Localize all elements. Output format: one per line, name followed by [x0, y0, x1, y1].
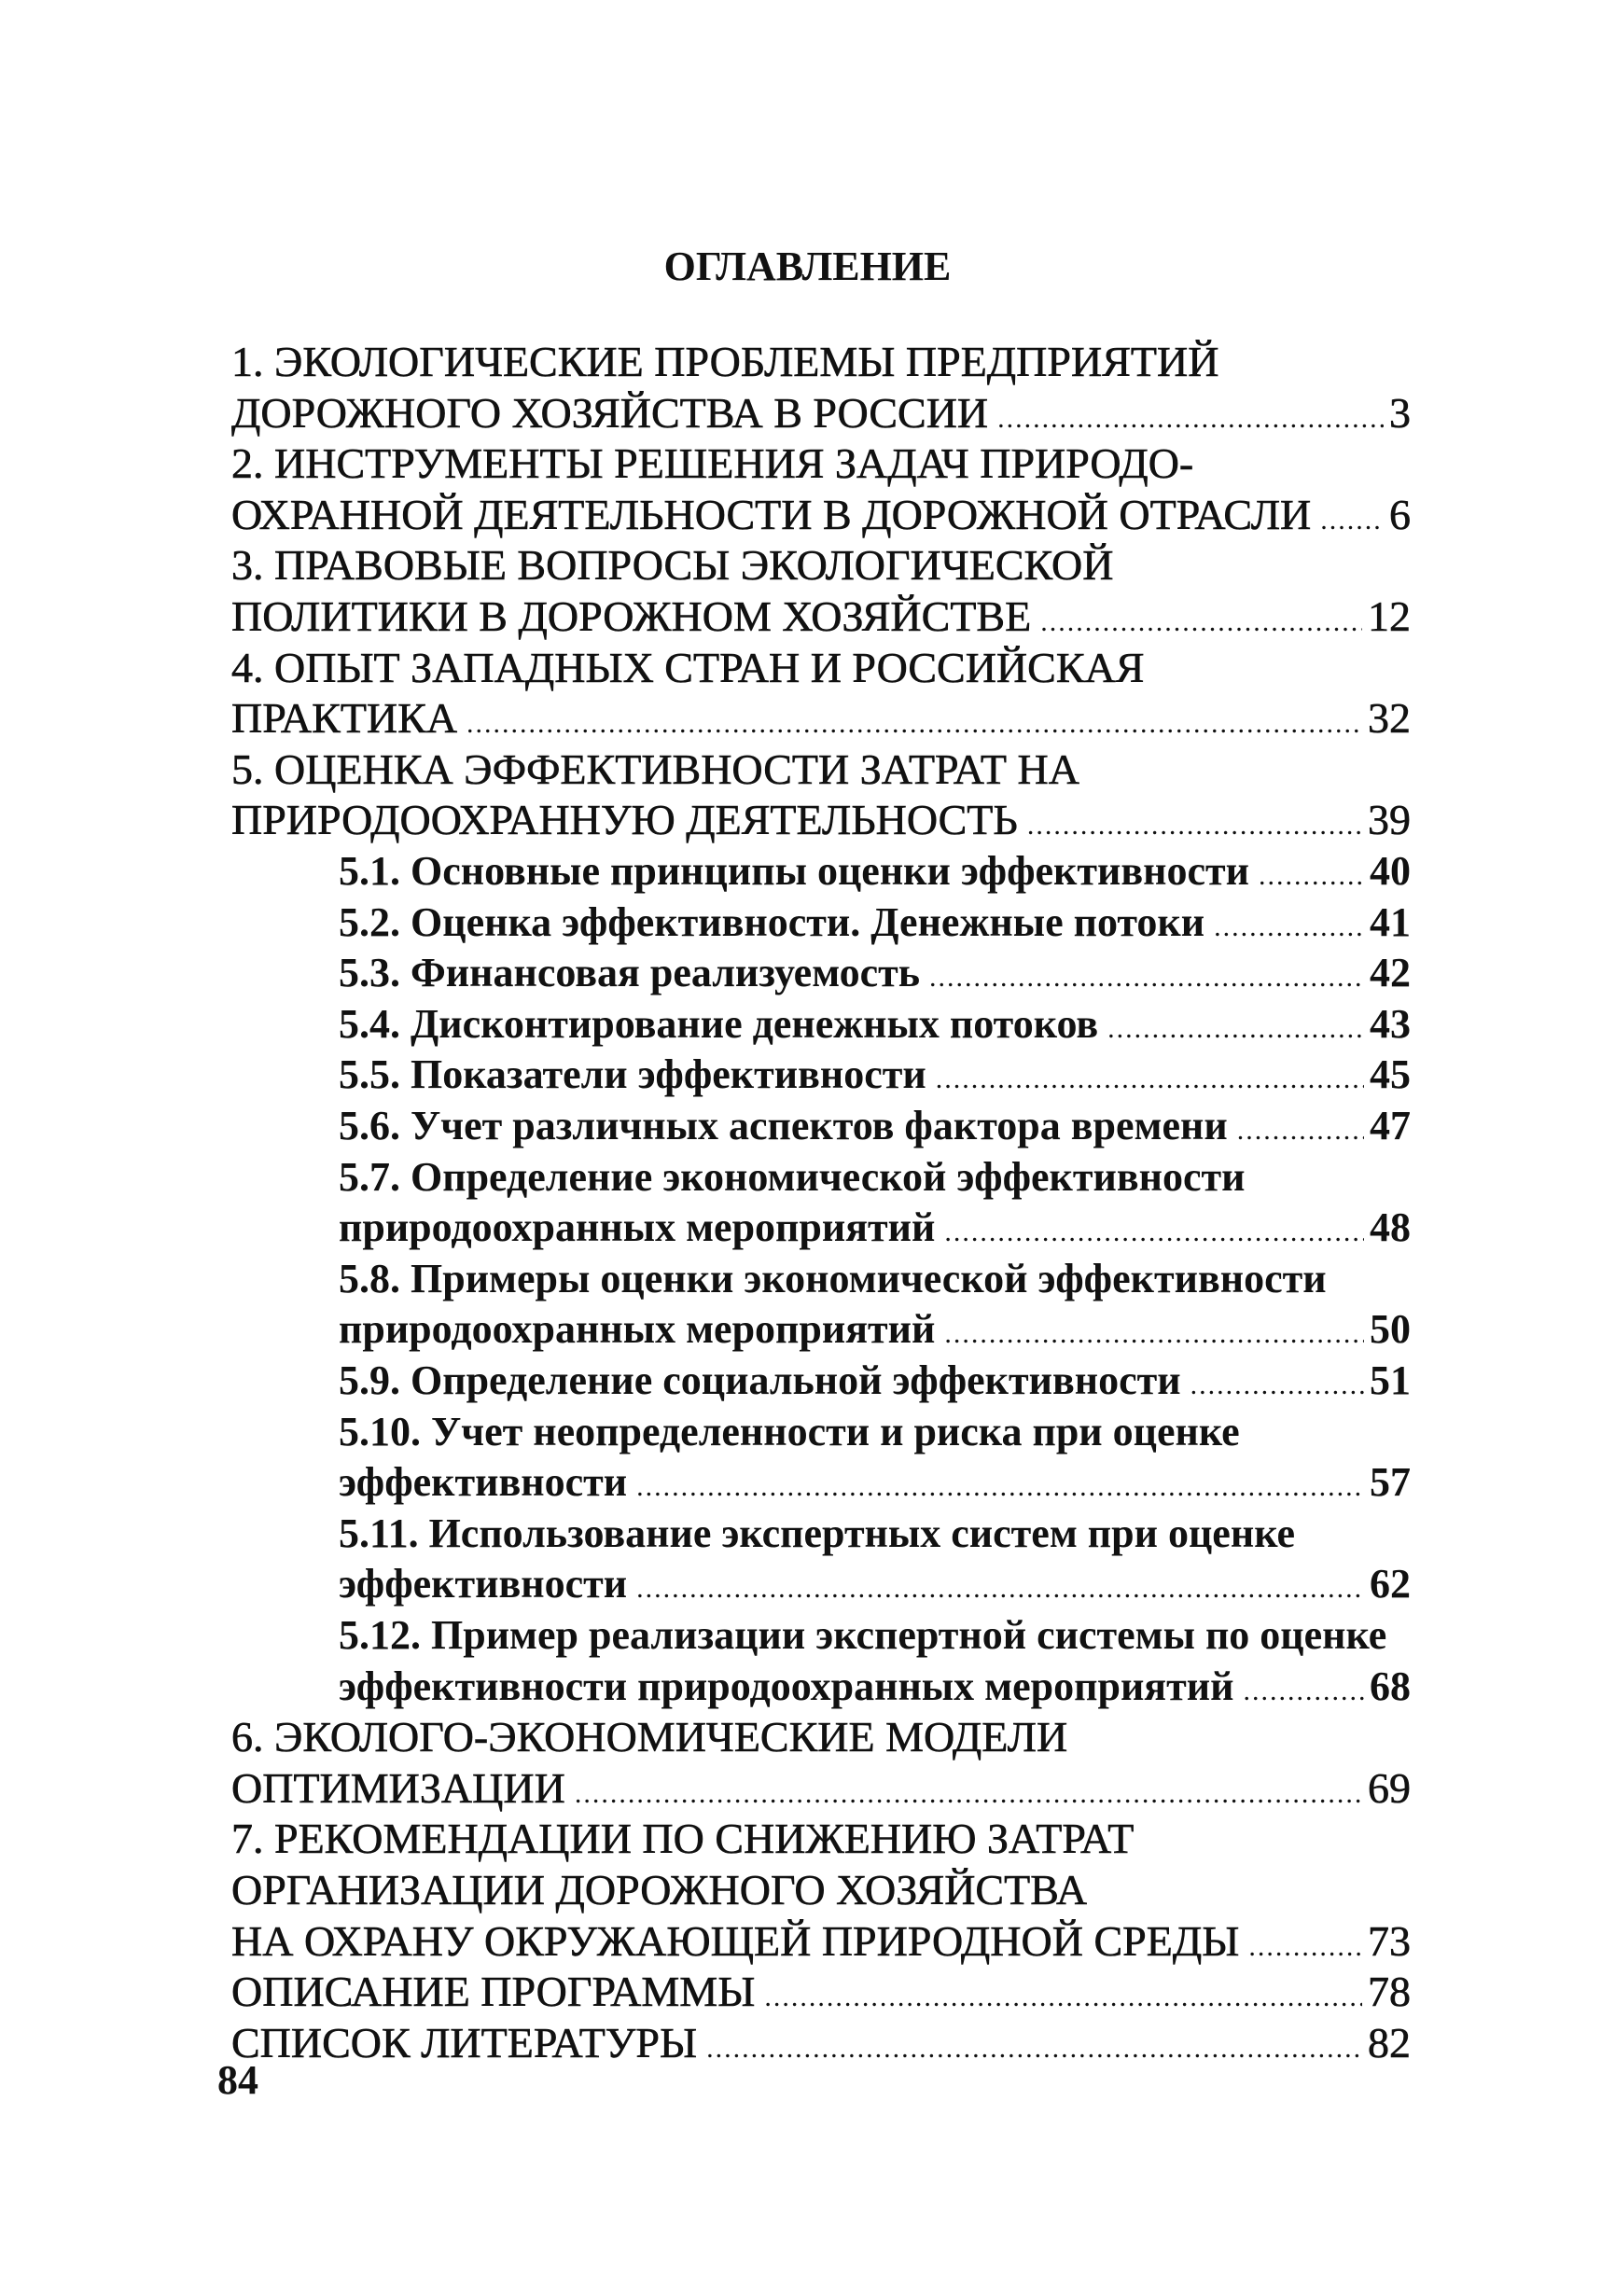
toc-entry-title: ОХРАННОЙ ДЕЯТЕЛЬНОСТИ В ДОРОЖНОЙ ОТРАСЛИ — [231, 491, 1312, 538]
toc-entry-title: эффективности — [339, 1561, 628, 1607]
toc-entry[interactable] — [339, 1456, 1411, 1509]
toc-entry-title: 5.5. Показатели эффективности — [339, 1051, 926, 1097]
toc-entry[interactable] — [339, 1661, 1411, 1713]
dot-leader — [1237, 1105, 1364, 1157]
toc-entry-title: эффективности природоохранных мероприятий — [339, 1663, 1234, 1709]
toc-entry-title: 5.3. Финансовая реализуемость — [339, 950, 921, 995]
dot-leader — [1190, 1359, 1364, 1412]
toc-entry[interactable] — [339, 1558, 1411, 1610]
toc-page-number: 32 — [1368, 694, 1411, 742]
page-number: 84 — [217, 2057, 258, 2103]
toc-line: 5.10. Учет неопределенности и риска при оценке — [339, 1409, 1240, 1454]
toc-entry-title: НА ОХРАНУ ОКРУЖАЮЩЕЙ ПРИРОДНОЙ СРЕДЫ — [231, 1917, 1240, 1965]
toc-entry[interactable] — [231, 1966, 1411, 2018]
toc-line: 2. ИНСТРУМЕНТЫ РЕШЕНИЯ ЗАДАЧ ПРИРОДО- — [231, 439, 1194, 487]
toc-entry[interactable] — [339, 1355, 1411, 1407]
dot-leader — [764, 1971, 1362, 2024]
dot-leader — [1243, 1665, 1364, 1718]
dot-leader — [466, 698, 1362, 750]
toc-page-number: 48 — [1370, 1204, 1411, 1250]
toc-entry-title: природоохранных мероприятий — [339, 1306, 936, 1352]
toc-entry-title: природоохранных мероприятий — [339, 1204, 936, 1250]
toc-page-number: 6 — [1389, 491, 1411, 538]
dot-leader — [944, 1206, 1364, 1259]
toc-entry[interactable] — [339, 897, 1411, 949]
toc-line: 5.7. Определение экономической эффективности — [339, 1154, 1246, 1200]
toc-page-number: 50 — [1370, 1306, 1411, 1352]
toc-page-number: 73 — [1368, 1917, 1411, 1965]
toc-page-number: 45 — [1370, 1051, 1411, 1097]
toc-entry-title: ОПИСАНИЕ ПРОГРАММЫ — [231, 1968, 756, 2015]
toc-line: 5.11. Использование экспертных систем при оценке — [339, 1510, 1295, 1556]
dot-leader — [1214, 901, 1364, 953]
toc-page-number: 42 — [1370, 950, 1411, 995]
toc-line: 3. ПРАВОВЫЕ ВОПРОСЫ ЭКОЛОГИЧЕСКОЙ — [231, 541, 1114, 589]
dot-leader — [944, 1308, 1364, 1360]
dot-leader — [1259, 850, 1364, 902]
toc-line: 7. РЕКОМЕНДАЦИИ ПО СНИЖЕНИЮ ЗАТРАТ — [231, 1815, 1135, 1862]
toc-page-number: 43 — [1370, 1001, 1411, 1047]
toc-entry-title: ДОРОЖНОГО ХОЗЯЙСТВА В РОССИИ — [231, 389, 989, 437]
toc-entry[interactable] — [231, 2017, 1411, 2069]
toc-entry[interactable] — [339, 1202, 1411, 1254]
toc-entry-title: 5.4. Дисконтирование денежных потоков — [339, 1001, 1099, 1047]
toc-page-number: 47 — [1370, 1103, 1411, 1148]
toc-line: ОРГАНИЗАЦИИ ДОРОЖНОГО ХОЗЯЙСТВА — [231, 1866, 1088, 1913]
toc-line: 6. ЭКОЛОГО-ЭКОНОМИЧЕСКИЕ МОДЕЛИ — [231, 1713, 1068, 1760]
toc-entry-title: СПИСОК ЛИТЕРАТУРЫ — [231, 2019, 698, 2066]
toc-entry-title: 5.9. Определение социальной эффективности — [339, 1357, 1181, 1403]
toc-page-number: 82 — [1368, 2019, 1411, 2066]
toc-entry[interactable] — [339, 947, 1411, 999]
dot-leader — [929, 952, 1364, 1004]
dot-leader — [706, 2023, 1362, 2075]
toc-entry-title: эффективности — [339, 1459, 628, 1505]
toc-entry-title: ПРАКТИКА — [231, 694, 458, 742]
toc-page-number: 51 — [1370, 1357, 1411, 1403]
toc-entry[interactable] — [339, 845, 1411, 898]
dot-leader — [1040, 596, 1362, 648]
toc-page-number: 40 — [1370, 848, 1411, 894]
dot-leader — [1107, 1003, 1364, 1055]
toc-entry[interactable] — [339, 1303, 1411, 1356]
toc-page-number: 12 — [1368, 592, 1411, 640]
dot-leader — [1320, 494, 1384, 547]
toc-entry-title: 5.6. Учет различных аспектов фактора времени — [339, 1103, 1228, 1148]
toc-entry-title: ПРИРОДООХРАННУЮ ДЕЯТЕЛЬНОСТЬ — [231, 796, 1018, 843]
toc-entry-title: 5.1. Основные принципы оценки эффективности — [339, 848, 1249, 894]
toc-entry[interactable] — [231, 489, 1411, 541]
dot-leader — [936, 1053, 1364, 1106]
toc-entry[interactable] — [339, 1100, 1411, 1152]
toc-entry-title: ОПТИМИЗАЦИИ — [231, 1764, 565, 1812]
toc-page-number: 39 — [1368, 796, 1411, 843]
toc-page-number: 3 — [1389, 389, 1411, 437]
toc-page-number: 57 — [1370, 1459, 1411, 1505]
page-title: ОГЛАВЛЕНИЕ — [663, 244, 952, 289]
toc-entry-title: ПОЛИТИКИ В ДОРОЖНОМ ХОЗЯЙСТВЕ — [231, 592, 1032, 640]
toc-line: 5.12. Пример реализации экспертной системы по оценке — [339, 1612, 1387, 1658]
toc-page-number: 68 — [1370, 1663, 1411, 1709]
toc-entry[interactable] — [231, 591, 1411, 643]
toc-entry[interactable] — [231, 1762, 1411, 1815]
toc-entry[interactable] — [231, 1915, 1411, 1968]
toc-entry[interactable] — [231, 794, 1411, 846]
dot-leader — [636, 1461, 1364, 1513]
toc-entry[interactable] — [231, 692, 1411, 744]
toc-page-number: 62 — [1370, 1561, 1411, 1607]
toc-entry-title: 5.2. Оценка эффективности. Денежные потоки — [339, 899, 1205, 945]
toc-line: 4. ОПЫТ ЗАПАДНЫХ СТРАН И РОССИЙСКАЯ — [231, 644, 1145, 691]
toc-entry[interactable] — [231, 387, 1411, 439]
toc-line: 5. ОЦЕНКА ЭФФЕКТИВНОСТИ ЗАТРАТ НА — [231, 745, 1079, 793]
toc-line: 5.8. Примеры оценки экономической эффективности — [339, 1256, 1327, 1301]
toc-page-number: 69 — [1368, 1764, 1411, 1812]
toc-entry[interactable] — [339, 998, 1411, 1051]
toc-page-number: 78 — [1368, 1968, 1411, 2015]
toc-entry[interactable] — [339, 1049, 1411, 1101]
toc-page-number: 41 — [1370, 899, 1411, 945]
dot-leader — [1027, 800, 1362, 852]
dot-leader — [636, 1563, 1364, 1615]
toc-line: 1. ЭКОЛОГИЧЕСКИЕ ПРОБЛЕМЫ ПРЕДПРИЯТИЙ — [231, 338, 1219, 385]
